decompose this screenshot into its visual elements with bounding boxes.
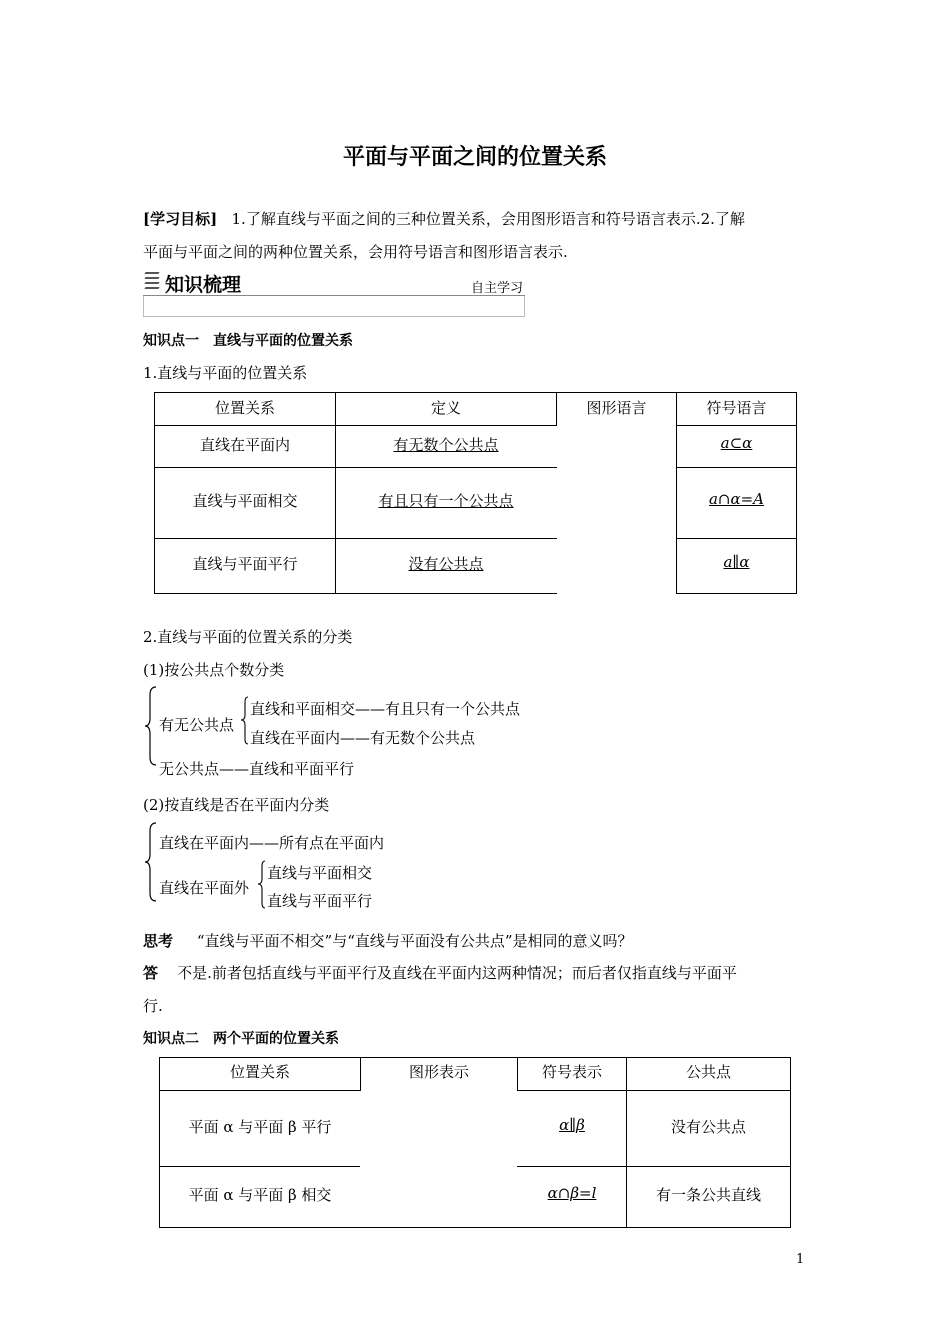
class2-heading: (2)按直线是否在平面内分类 bbox=[143, 796, 330, 814]
table-border bbox=[154, 538, 557, 539]
table-header: 符号语言 bbox=[706, 399, 767, 417]
goals-label: [学习目标] bbox=[143, 210, 218, 228]
think-label: 思考 bbox=[143, 932, 174, 950]
table-cell-relation: 直线在平面内 bbox=[199, 436, 290, 454]
class1-item-c: 无公共点——直线和平面平行 bbox=[159, 760, 355, 778]
table-cell-symbol: a⊂α bbox=[720, 434, 753, 452]
table-border bbox=[676, 538, 797, 539]
answer-line-1: 不是.前者包括直线与平面平行及直线在平面内这两种情况；而后者仅指直线与平面平 bbox=[177, 964, 737, 982]
class2-item-b: 直线与平面相交 bbox=[267, 864, 373, 882]
think-answer bbox=[143, 962, 737, 983]
banner-subtitle: 自主学习 bbox=[470, 281, 523, 296]
table-cell-common: 没有公共点 bbox=[670, 1118, 746, 1136]
class1-group: 有无公共点 bbox=[159, 716, 235, 734]
table-header: 图形语言 bbox=[586, 399, 647, 417]
banner-stripe bbox=[144, 287, 159, 289]
kp2-heading: 知识点二 两个平面的位置关系 bbox=[143, 1031, 339, 1047]
answer-label: 答 bbox=[143, 964, 159, 982]
table-header: 定义 bbox=[430, 399, 461, 417]
kp1-heading: 知识点一 直线与平面的位置关系 bbox=[143, 333, 353, 349]
page-title: 平面与平面之间的位置关系 bbox=[342, 145, 607, 170]
table-border bbox=[154, 392, 797, 393]
think-text: “直线与平面不相交”与“直线与平面没有公共点”是相同的意义吗？ bbox=[196, 932, 633, 950]
answer-line-2: 行. bbox=[143, 997, 163, 1015]
table-border bbox=[790, 1057, 791, 1228]
banner-box bbox=[143, 296, 525, 317]
table-border bbox=[159, 1227, 790, 1228]
table-border bbox=[676, 467, 797, 468]
table-cell-relation: 直线与平面相交 bbox=[192, 492, 298, 510]
goals-line-2: 平面与平面之间的两种位置关系，会用符号语言和图形语言表示. bbox=[143, 243, 568, 261]
class1-item-b: 直线在平面内——有无数个公共点 bbox=[250, 729, 476, 747]
table-cell-common: 有一条公共直线 bbox=[655, 1186, 761, 1204]
table-header: 位置关系 bbox=[214, 399, 275, 417]
table-cell-symbol: a∥α bbox=[723, 553, 750, 571]
class2-item-a: 直线在平面内——所有点在平面内 bbox=[159, 834, 385, 852]
left-brace-icon bbox=[257, 860, 267, 910]
table-cell-symbol: α∩β=l bbox=[547, 1184, 597, 1202]
class1-heading: (1)按公共点个数分类 bbox=[143, 661, 285, 679]
class2-item-c: 直线与平面平行 bbox=[267, 892, 373, 910]
table-cell-symbol: a∩α=A bbox=[708, 490, 765, 508]
left-brace-icon bbox=[240, 696, 250, 746]
table-border bbox=[159, 1090, 361, 1091]
table-header: 公共点 bbox=[685, 1063, 731, 1081]
table-border bbox=[159, 1166, 360, 1167]
left-brace-icon bbox=[143, 686, 159, 766]
class2-group: 直线在平面外 bbox=[159, 879, 250, 897]
table-header: 图形表示 bbox=[408, 1063, 469, 1081]
table-border bbox=[796, 392, 797, 594]
table-header: 符号表示 bbox=[541, 1063, 602, 1081]
banner-stripe bbox=[144, 272, 159, 274]
table-border bbox=[676, 593, 797, 594]
kp1-subheading-1: 1.直线与平面的位置关系 bbox=[143, 364, 308, 382]
table-border bbox=[676, 425, 797, 426]
table-border bbox=[517, 1166, 790, 1167]
learning-goals bbox=[143, 208, 745, 229]
class1-item-a: 直线和平面相交——有且只有一个公共点 bbox=[250, 700, 521, 718]
table-border bbox=[517, 1090, 790, 1091]
table-border bbox=[154, 467, 557, 468]
banner-stripe bbox=[144, 282, 159, 284]
table-cell-definition: 有无数个公共点 bbox=[393, 436, 499, 454]
page-number: 1 bbox=[796, 1252, 805, 1267]
table-cell-definition: 没有公共点 bbox=[408, 555, 484, 573]
table-border bbox=[159, 1057, 790, 1058]
banner-stripe bbox=[144, 277, 159, 279]
section-banner bbox=[143, 268, 525, 318]
table-border bbox=[154, 425, 557, 426]
table-cell-relation: 平面 α 与平面 β 相交 bbox=[188, 1186, 332, 1204]
kp1-subheading-2: 2.直线与平面的位置关系的分类 bbox=[143, 628, 353, 646]
table-cell-symbol: α∥β bbox=[559, 1116, 585, 1134]
banner-title: 知识梳理 bbox=[165, 274, 242, 296]
think-question bbox=[143, 930, 633, 951]
table-header: 位置关系 bbox=[229, 1063, 290, 1081]
left-brace-icon bbox=[143, 822, 159, 902]
table-cell-relation: 平面 α 与平面 β 平行 bbox=[188, 1118, 332, 1136]
table-cell-definition: 有且只有一个公共点 bbox=[378, 492, 514, 510]
goals-line-1: 1.了解直线与平面之间的三种位置关系，会用图形语言和符号语言表示.2.了解 bbox=[231, 210, 745, 228]
table-cell-relation: 直线与平面平行 bbox=[192, 555, 298, 573]
table-border bbox=[154, 593, 557, 594]
